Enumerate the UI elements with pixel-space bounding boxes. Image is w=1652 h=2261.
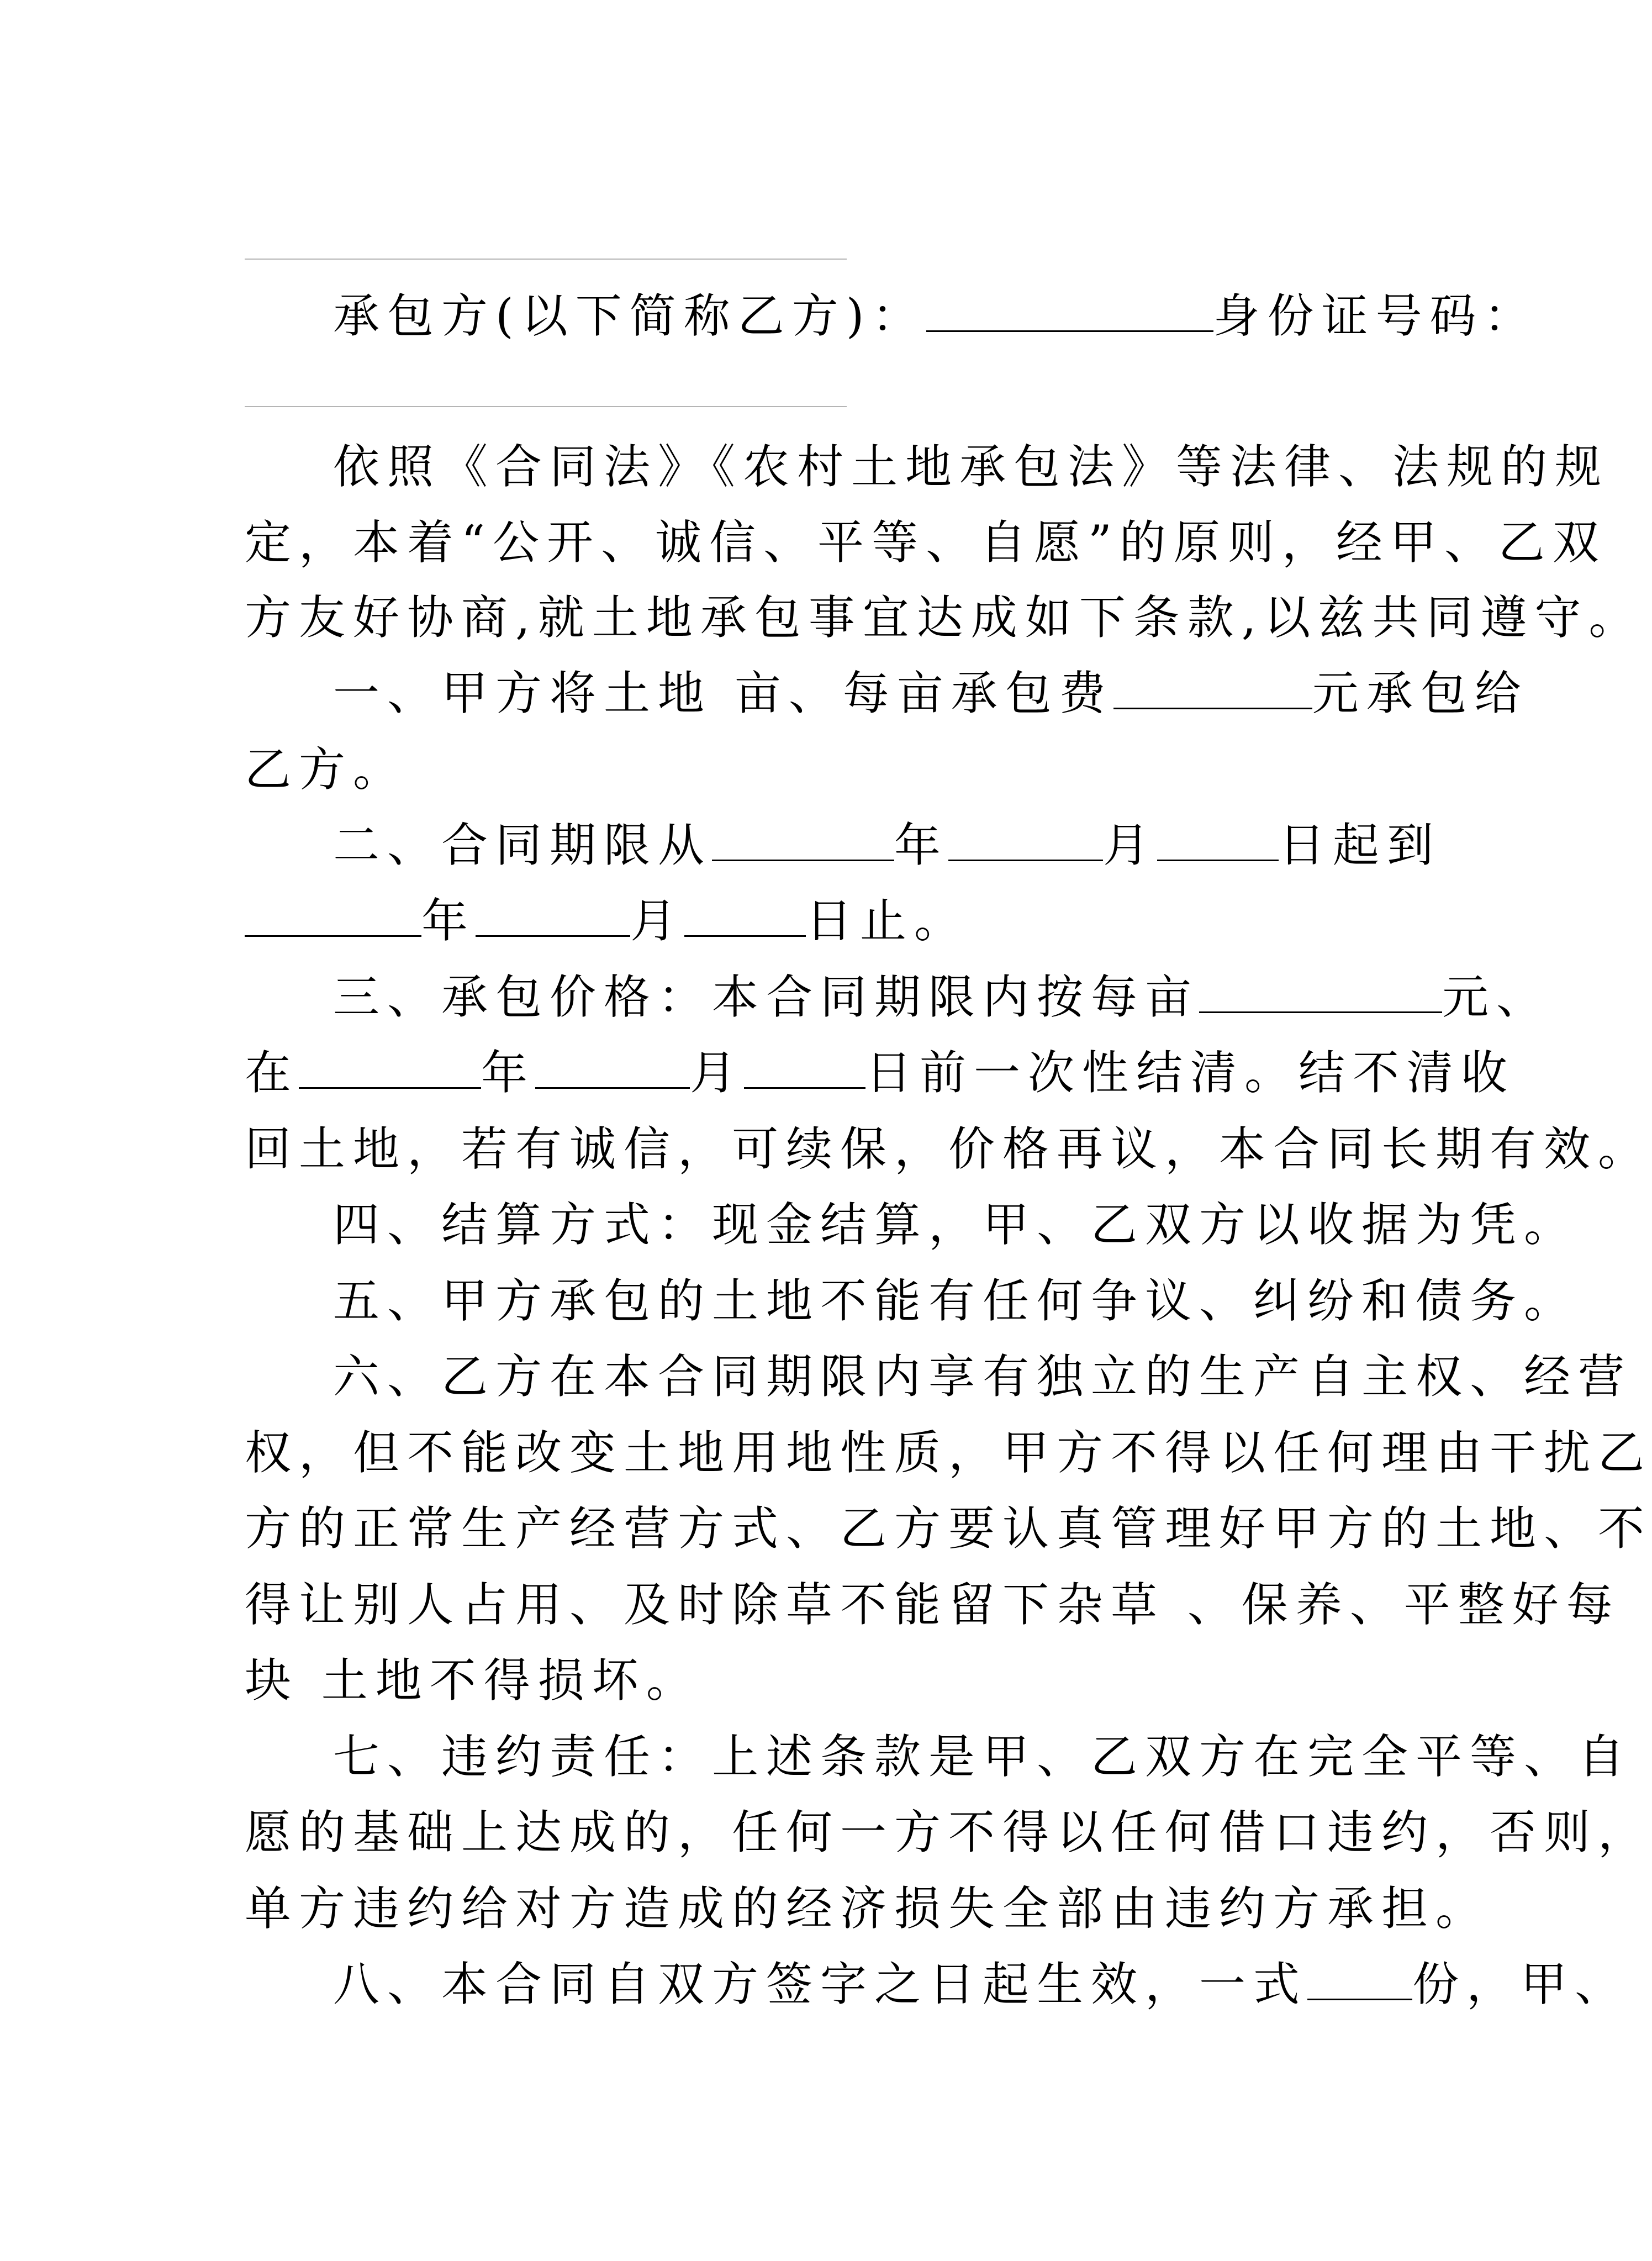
year-label: 年: [894, 818, 949, 872]
clause-2-line-2: [245, 893, 1371, 948]
month-label: 月: [690, 1046, 745, 1100]
clause-6-line-2: 权，但不能改变土地用地性质，甲方不得以任何理由干扰乙: [245, 1426, 1652, 1480]
clause-5: 五、甲方承包的土地不能有任何争议、纠纷和债务。: [333, 1274, 1579, 1328]
clause-6-line-5: 块 土地不得损坏。: [245, 1653, 700, 1707]
clause-1-line-1: [333, 666, 1529, 721]
start-month-blank[interactable]: [948, 821, 1103, 861]
end-year-blank[interactable]: [245, 897, 421, 937]
clause-2-line-1: [333, 818, 1442, 873]
copies-blank[interactable]: [1307, 1960, 1412, 2000]
clause-6-line-4: 得让别人占用、及时除草不能留下杂草 、保养、平整好每: [245, 1578, 1621, 1632]
start-year-blank[interactable]: [712, 821, 894, 861]
clause-3-line-3: 回土地，若有诚信，可续保，价格再议，本合同长期有效。: [245, 1122, 1652, 1176]
clause-1-line-2: 乙方。: [245, 742, 408, 797]
end-month-blank[interactable]: [476, 897, 630, 937]
clause-8-text: 八、本合同自双方签字之日起生效，一式: [333, 1957, 1308, 2011]
preamble-line-2: 定，本着“公开、诚信、平等、自愿”的原则，经甲、乙双: [245, 515, 1607, 570]
fee-per-mu-blank[interactable]: [1113, 669, 1312, 709]
clause-8-text-end: 份，甲、: [1412, 1957, 1629, 2011]
yuan-label: 元、: [1442, 970, 1551, 1024]
settle-day-blank[interactable]: [744, 1048, 865, 1089]
clause-2-text: 二、合同期限从: [333, 818, 712, 872]
signature-line-top: [245, 259, 847, 260]
at-label: 在: [245, 1046, 299, 1100]
clause-6-line-1: 六、乙方在本合同期限内享有独立的生产自主权、经营: [333, 1350, 1633, 1404]
clause-3-line-1: [333, 969, 1551, 1025]
month-label: 月: [630, 894, 685, 948]
settle-month-blank[interactable]: [535, 1048, 690, 1089]
clause-6-line-3: 方的正常生产经营方式、乙方要认真管理好甲方的土地、不: [245, 1501, 1652, 1556]
year-label: 年: [421, 894, 476, 948]
contractor-label: 承包方(以下简称乙方)：: [333, 289, 926, 343]
preamble-line-3: 方友好协商,就土地承包事宜达成如下条款,以兹共同遵守。: [245, 591, 1643, 645]
price-per-mu-blank[interactable]: [1199, 973, 1442, 1013]
id-number-line: [245, 406, 847, 407]
clause-3-line-2: [245, 1045, 1516, 1100]
clause-3-text-end: 日前一次性结清。结不清收: [865, 1046, 1516, 1100]
id-number-label: 身份证号码：: [1213, 289, 1538, 343]
clause-8-line-1: [333, 1957, 1629, 2012]
month-label: 月: [1103, 818, 1158, 872]
clause-7-line-2: 愿的基础上达成的，任何一方不得以任何借口违约，否则，: [245, 1805, 1652, 1859]
clause-4: 四、结算方式：现金结算，甲、乙双方以收据为凭。: [333, 1198, 1579, 1252]
clause-7-line-3: 单方违约给对方造成的经济损失全部由违约方承担。: [245, 1881, 1490, 1936]
preamble-line-1: 依照《合同法》《农村土地承包法》等法律、法规的规: [333, 440, 1609, 494]
end-day-blank[interactable]: [684, 897, 806, 937]
clause-7-line-1: 七、违约责任：上述条款是甲、乙双方在完全平等、自: [333, 1730, 1633, 1784]
settle-year-blank[interactable]: [299, 1048, 481, 1089]
clause-1-text-end: 元承包给: [1312, 666, 1529, 720]
start-day-blank[interactable]: [1157, 821, 1279, 861]
year-label: 年: [481, 1046, 536, 1100]
contractor-name-blank[interactable]: [926, 292, 1213, 332]
day-label: 日起到: [1279, 818, 1442, 872]
clause-3-text: 三、承包价格：本合同期限内按每亩: [333, 970, 1200, 1024]
clause-1-text: 一、甲方将土地 亩、每亩承包费: [333, 666, 1113, 720]
line-contractor-party: [333, 288, 1538, 344]
day-label: 日止。: [806, 894, 969, 948]
